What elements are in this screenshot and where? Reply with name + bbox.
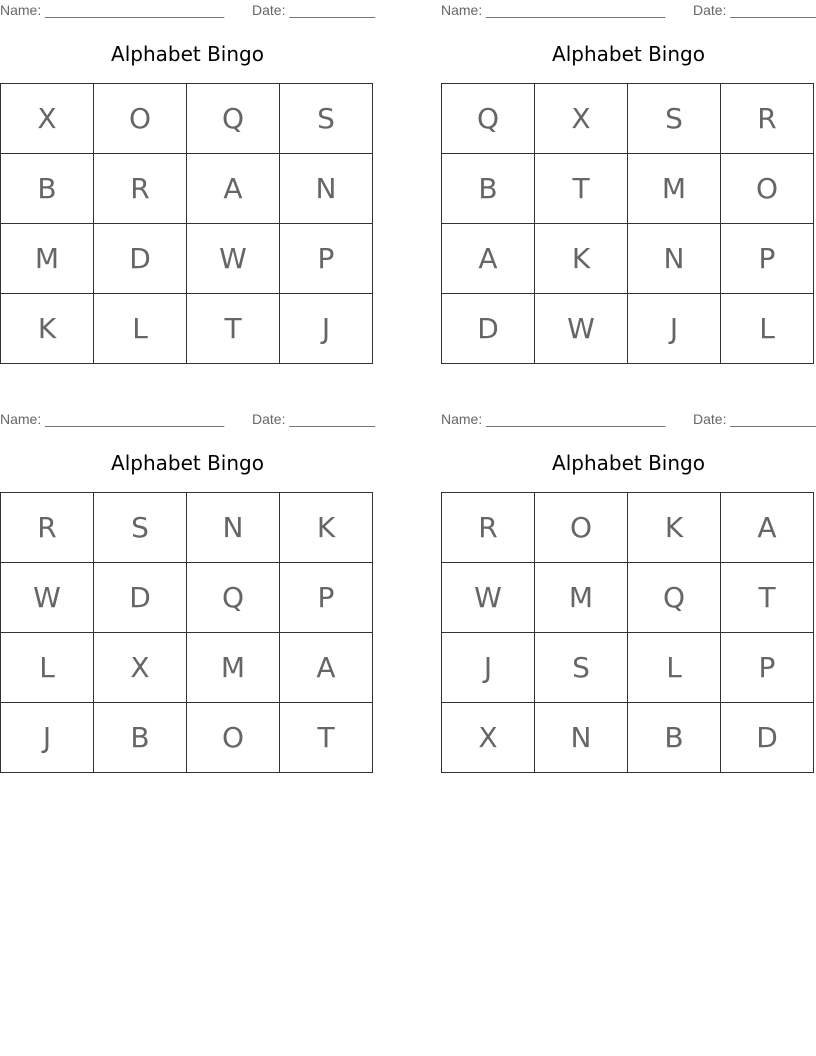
grid-row (1, 633, 373, 703)
bingo-cell: J (1, 703, 94, 773)
bingo-cell: D (442, 294, 535, 364)
grid-row (442, 84, 814, 154)
bingo-cell: T (535, 154, 628, 224)
bingo-cell: S (535, 633, 628, 703)
card-title: Alphabet Bingo (552, 42, 705, 66)
bingo-cell: O (94, 84, 187, 154)
grid-row (442, 633, 814, 703)
bingo-card (0, 409, 375, 774)
bingo-cell: X (94, 633, 187, 703)
bingo-cell: X (442, 703, 535, 773)
bingo-cell: D (94, 224, 187, 294)
bingo-cell: A (721, 493, 814, 563)
bingo-cell: R (442, 493, 535, 563)
bingo-cell: W (187, 224, 280, 294)
bingo-cell: A (442, 224, 535, 294)
grid-row (1, 224, 373, 294)
bingo-cell: R (1, 493, 94, 563)
grid-row (442, 563, 814, 633)
bingo-cell: O (535, 493, 628, 563)
bingo-cell: B (1, 154, 94, 224)
grid-row (442, 493, 814, 563)
bingo-cell: M (187, 633, 280, 703)
name-field-label: Name: _______________________ (441, 2, 666, 18)
grid-row (442, 154, 814, 224)
bingo-cell: K (1, 294, 94, 364)
bingo-cell: K (628, 493, 721, 563)
bingo-cell: X (1, 84, 94, 154)
bingo-grid (441, 83, 814, 364)
bingo-cell: P (280, 563, 373, 633)
bingo-cell: D (94, 563, 187, 633)
grid-row (442, 294, 814, 364)
bingo-cell: S (280, 84, 373, 154)
bingo-cell: W (442, 563, 535, 633)
bingo-grid (0, 83, 373, 364)
bingo-cell: Q (187, 563, 280, 633)
card-title: Alphabet Bingo (111, 451, 264, 475)
bingo-card (441, 0, 816, 365)
bingo-cell: Q (628, 563, 721, 633)
date-field-label: Date: ___________ (252, 411, 375, 427)
bingo-cell: M (1, 224, 94, 294)
grid-row (1, 84, 373, 154)
bingo-card (0, 0, 375, 365)
grid-row (1, 703, 373, 773)
bingo-cell: T (721, 563, 814, 633)
bingo-cell: J (628, 294, 721, 364)
card-title: Alphabet Bingo (111, 42, 264, 66)
name-field-label: Name: _______________________ (441, 411, 666, 427)
bingo-cell: J (280, 294, 373, 364)
bingo-cell: B (628, 703, 721, 773)
name-field-label: Name: _______________________ (0, 2, 225, 18)
bingo-card (441, 409, 816, 774)
bingo-cell: N (280, 154, 373, 224)
bingo-cell: L (628, 633, 721, 703)
bingo-cell: Q (187, 84, 280, 154)
date-field-label: Date: ___________ (693, 411, 816, 427)
bingo-cell: R (721, 84, 814, 154)
card-title: Alphabet Bingo (552, 451, 705, 475)
bingo-cell: W (1, 563, 94, 633)
grid-row (1, 294, 373, 364)
bingo-cell: L (1, 633, 94, 703)
grid-row (1, 493, 373, 563)
grid-row (1, 563, 373, 633)
bingo-cell: T (280, 703, 373, 773)
bingo-cell: P (280, 224, 373, 294)
bingo-cell: B (94, 703, 187, 773)
name-field-label: Name: _______________________ (0, 411, 225, 427)
date-field-label: Date: ___________ (252, 2, 375, 18)
bingo-cell: P (721, 224, 814, 294)
bingo-grid (441, 492, 814, 773)
bingo-cell: D (721, 703, 814, 773)
grid-row (442, 703, 814, 773)
bingo-cell: J (442, 633, 535, 703)
bingo-cell: R (94, 154, 187, 224)
bingo-cell: N (187, 493, 280, 563)
bingo-cell: O (721, 154, 814, 224)
bingo-cell: W (535, 294, 628, 364)
bingo-cell: P (721, 633, 814, 703)
bingo-cell: A (280, 633, 373, 703)
bingo-cell: S (94, 493, 187, 563)
grid-row (442, 224, 814, 294)
bingo-cell: K (535, 224, 628, 294)
bingo-cell: M (628, 154, 721, 224)
bingo-cell: S (628, 84, 721, 154)
bingo-cell: X (535, 84, 628, 154)
bingo-cell: T (187, 294, 280, 364)
bingo-cell: A (187, 154, 280, 224)
bingo-cell: L (721, 294, 814, 364)
bingo-cell: N (535, 703, 628, 773)
bingo-cell: M (535, 563, 628, 633)
bingo-cell: Q (442, 84, 535, 154)
bingo-cell: K (280, 493, 373, 563)
bingo-grid (0, 492, 373, 773)
date-field-label: Date: ___________ (693, 2, 816, 18)
bingo-cell: L (94, 294, 187, 364)
grid-row (1, 154, 373, 224)
bingo-cell: N (628, 224, 721, 294)
bingo-cell: O (187, 703, 280, 773)
bingo-cell: B (442, 154, 535, 224)
